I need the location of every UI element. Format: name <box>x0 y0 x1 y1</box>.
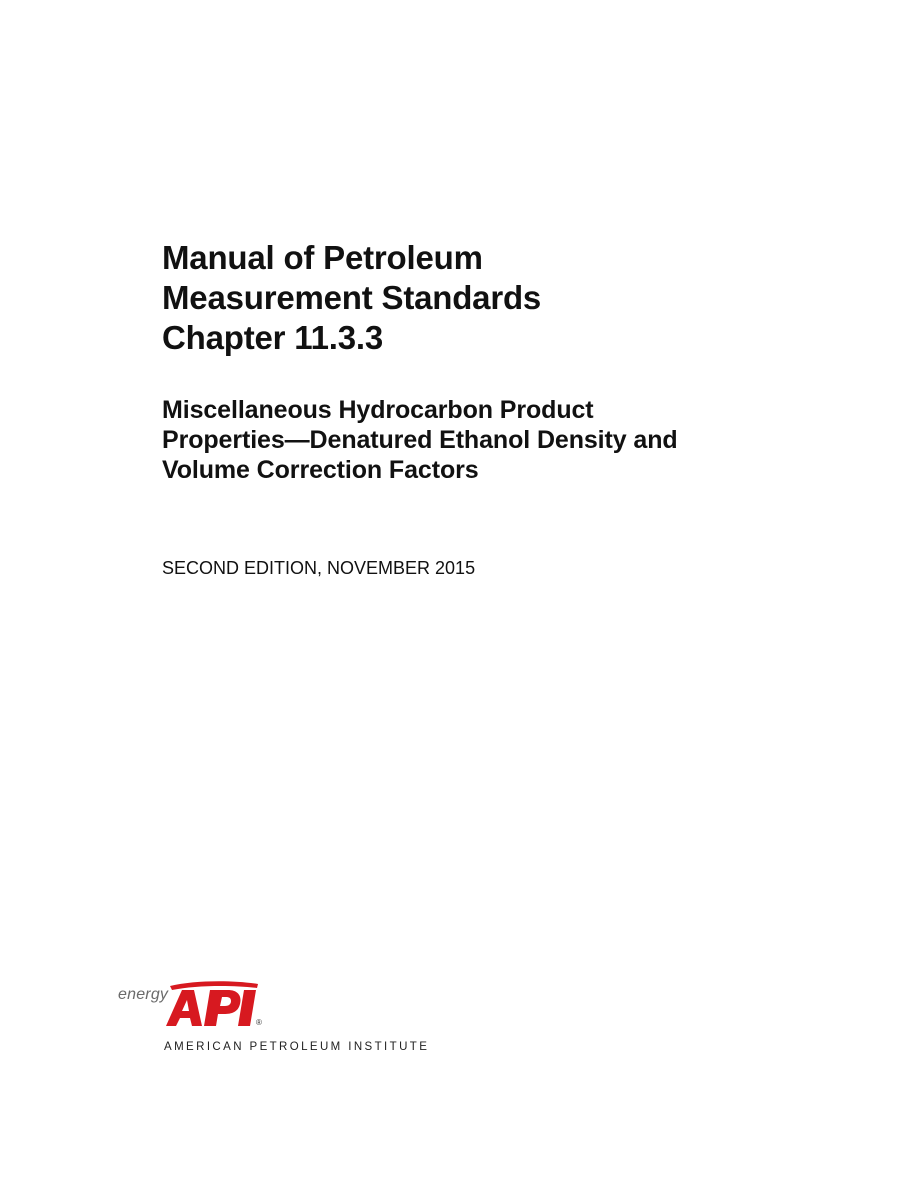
logo-energy-tagline: energy <box>118 986 169 1003</box>
edition-statement: SECOND EDITION, NOVEMBER 2015 <box>162 558 476 578</box>
subtitle-line: Miscellaneous Hydrocarbon Product <box>162 396 594 424</box>
api-logo-mark <box>164 978 264 1028</box>
api-logo <box>118 978 438 1058</box>
title-line: Manual of Petroleum <box>162 239 483 276</box>
document-subtitle <box>162 395 882 485</box>
subtitle-line: Volume Correction Factors <box>162 456 479 484</box>
organization-name: AMERICAN PETROLEUM INSTITUTE <box>164 1041 430 1053</box>
registered-mark: ® <box>256 1018 262 1027</box>
title-line: Measurement Standards <box>162 279 542 316</box>
subtitle-line: Properties—Denatured Ethanol Density and <box>162 426 678 454</box>
document-title <box>162 238 862 358</box>
title-line: Chapter 11.3.3 <box>162 319 383 356</box>
